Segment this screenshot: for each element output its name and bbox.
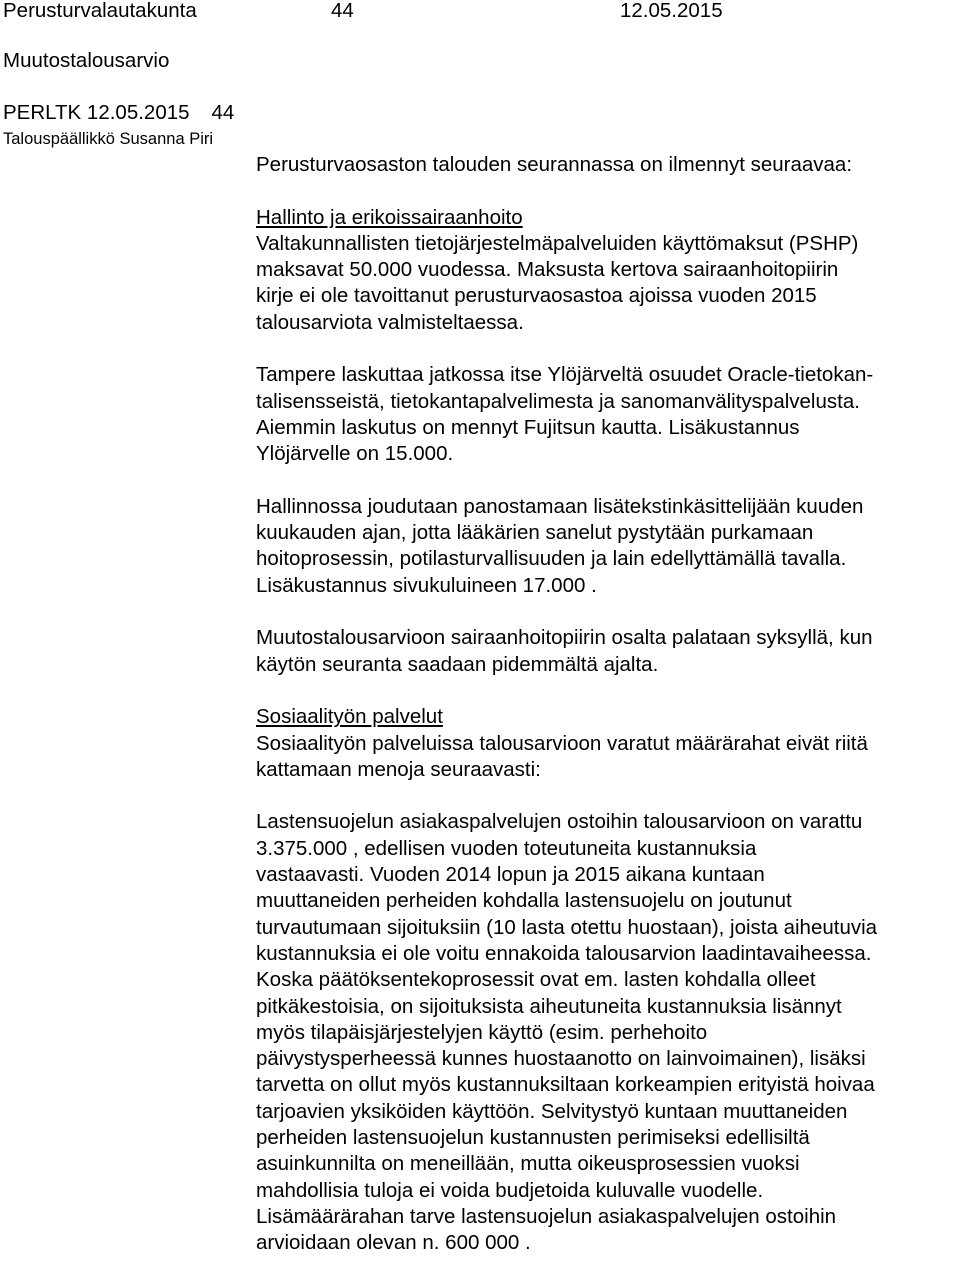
text-line: 3.375.000 , edellisen vuoden toteutuneita kustannuksia (256, 836, 757, 860)
text-line: tarvetta on ollut myös kustannuksiltaan korkeampien erityistä hoivaa (256, 1073, 875, 1097)
text-line: Tampere laskuttaa jatkossa itse Ylöjärveltä osuudet Oracle-tietokan- (256, 363, 874, 387)
text-line: Koska päätöksentekoprosessit ovat em. lasten kohdalla olleet (256, 968, 816, 992)
text-line: kustannuksia ei ole voitu ennakoida talousarvion laadintavaiheessa. (256, 941, 872, 965)
text-line: kirje ei ole tavoittanut perusturvaosastoa ajoissa vuoden 2015 (256, 284, 817, 308)
text-line: Aiemmin laskutus on mennyt Fujitsun kautta. Lisäkustannus (256, 415, 800, 439)
header-date: 12.05.2015 (620, 0, 723, 22)
paragraph-gap (256, 336, 960, 362)
text-line: arvioidaan olevan n. 600 000 . (256, 1231, 531, 1255)
text-line: kattamaan menoja seuraavasti: (256, 757, 541, 781)
header-item-number: 44 (331, 0, 354, 22)
text-line: talousarviota valmisteltaessa. (256, 310, 524, 334)
text-line: pitkäkestoisia, on sijoituksista aiheutuneita kustannuksia lisännyt (256, 994, 842, 1018)
text-line: Lisäkustannus sivukuluineen 17.000 . (256, 573, 597, 597)
text-line: Muutostalousarvioon sairaanhoitopiirin osalta palataan syksyllä, kun (256, 626, 873, 650)
paragraph-gap (256, 599, 960, 625)
document-title: Muutostalousarvio (3, 49, 170, 72)
text-line: kuukauden ajan, jotta lääkärien sanelut pystytään purkamaan (256, 521, 814, 545)
text-line: mahdollisia tuloja ei voida budjetoida kuluvalle vuodelle. (256, 1178, 764, 1202)
text-line: asuinkunnilta on meneillään, mutta oikeusprosessien vuoksi (256, 1152, 800, 1176)
text-line: Lisämäärärahan tarve lastensuojelun asiakaspalvelujen ostoihin (256, 1204, 837, 1228)
section-heading-hallinto: Hallinto ja erikoissairaanhoito (256, 205, 523, 229)
text-line: myös tilapäisjärjestelyjen käyttö (esim. perhehoito (256, 1020, 708, 1044)
paragraph-gap (256, 678, 960, 704)
presenter: Talouspäällikkö Susanna Piri (3, 130, 214, 148)
paragraph-gap (256, 783, 960, 809)
text-line: hoitoprosessin, potilasturvallisuuden ja lain edellyttämällä tavalla. (256, 547, 847, 571)
header-organization: Perusturvalautakunta (3, 0, 197, 22)
text-line: tarjoavien yksiköiden käyttöön. Selvitystyö kuntaan muuttaneiden (256, 1099, 848, 1123)
paragraph-gap (256, 178, 960, 204)
text-line: Hallinnossa joudutaan panostamaan lisätekstinkäsittelijään kuuden (256, 494, 864, 518)
text-line: Lastensuojelun asiakaspalvelujen ostoihin talousarvioon on varattu (256, 810, 863, 834)
reference-number: 44 (211, 101, 235, 124)
text-line: Ylöjärvelle on 15.000. (256, 442, 454, 466)
text-line: Sosiaalityön palveluissa talousarvioon varatut määrärahat eivät riitä (256, 731, 868, 755)
text-line: talisensseistä, tietokantapalvelimesta ja sanomanvälityspalvelusta. (256, 389, 860, 413)
text-line: muuttaneiden perheiden kohdalla lastensuojelu on joutunut (256, 889, 792, 913)
text-line: maksavat 50.000 vuodessa. Maksusta kertova sairaanhoitopiirin (256, 258, 839, 282)
reference-line (3, 100, 234, 126)
text-line: turvautumaan sijoituksiin (10 lasta otettu huostaan), joista aiheutuvia (256, 915, 878, 939)
section-heading-sosiaalityo: Sosiaalityön palvelut (256, 705, 443, 729)
paragraph-gap (256, 468, 960, 494)
text-line: käytön seuranta saadaan pidemmältä ajalta. (256, 652, 659, 676)
document-body (256, 152, 960, 1256)
text-line: perheiden lastensuojelun kustannusten perimiseksi edellisiltä (256, 1125, 810, 1149)
intro-paragraph: Perusturvaosaston talouden seurannassa on ilmennyt seuraavaa: (256, 153, 853, 176)
reference-body: PERLTK 12.05.2015 (3, 101, 190, 124)
text-line: Valtakunnallisten tietojärjestelmäpalveluiden käyttömaksut (PSHP) (256, 231, 859, 255)
text-line: vastaavasti. Vuoden 2014 lopun ja 2015 aikana kuntaan (256, 863, 765, 887)
text-line: päivystysperheessä kunnes huostaanotto on lainvoimainen), lisäksi (256, 1047, 866, 1071)
